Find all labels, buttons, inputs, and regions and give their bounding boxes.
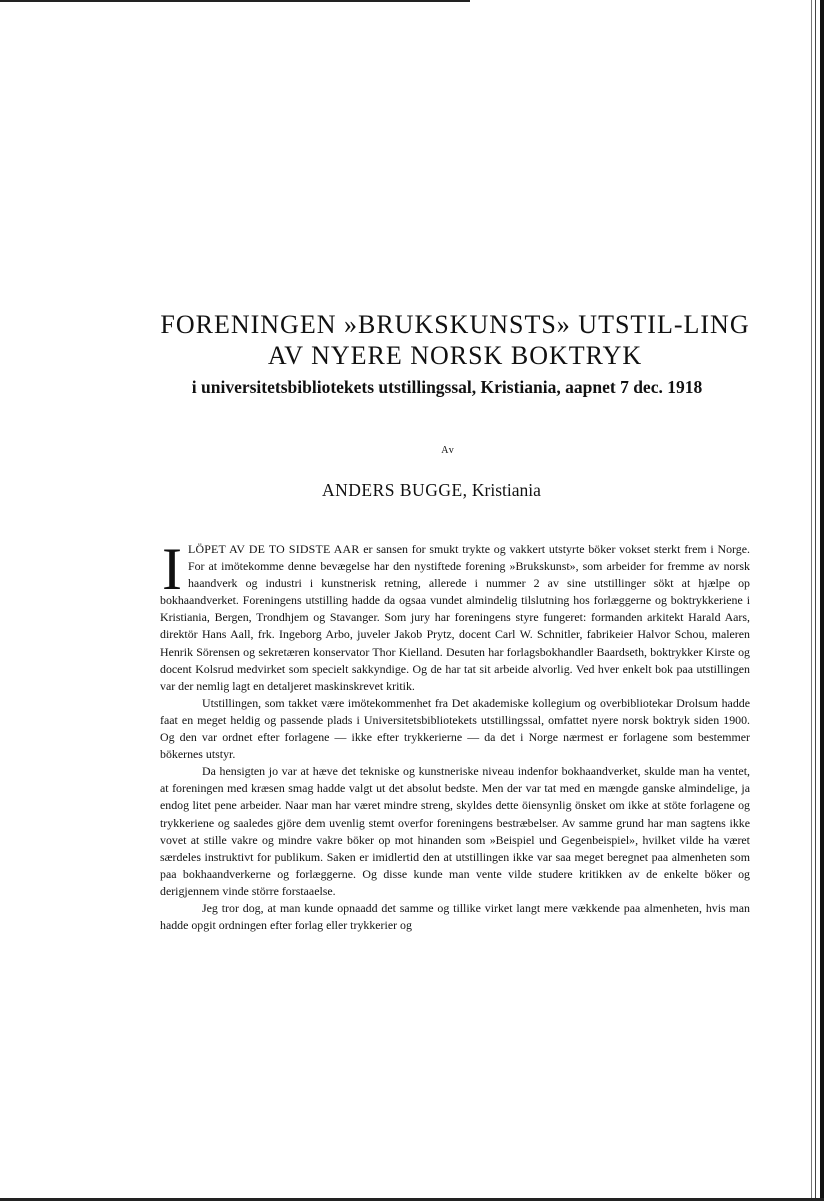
scan-line <box>815 0 816 1201</box>
paragraph: Da hensigten jo var at hæve det tekniske og kunstneriske niveau indenfor bokhaandverket, skulde man ha ventet, at foreningen med kræsen smag hadde valgt ut det absolut bedste. Men der var tat med en mængde ganske almindelige, ja endog litet pene arbeider. Naar man har været mindre streng, skyldes dette öiensynlig önsket om ikke at stöte forlagene og trykkeriene og saaledes gjöre dem uvenlig stemt overfor foreningens bestræbelser. Av samme grund har man sagtens ikke vovet at stille vakre og mindre vakre böker op mot hinanden som »Beispiel und Gegenbeispiel», hvilket vilde ha været særdeles instruktivt for publikum. Saken er imidlertid den at utstillingen ikke var saa meget beregnet paa almenheten som paa bokhaandverkerne og forlæggerne. Og disse kunde man vente vilde studere kritikken av de enkelte böker og derigjennem vinde större forstaaelse. <box>160 764 750 898</box>
drop-cap: I <box>162 536 182 602</box>
scan-line <box>811 0 812 1201</box>
author-name: ANDERS BUGGE, <box>322 480 468 500</box>
article-body <box>160 536 750 934</box>
scan-edge-right <box>820 0 824 1201</box>
article-title: FORENINGEN »BRUKSKUNSTS» UTSTIL-LING AV NYERE NORSK BOKTRYK <box>160 310 750 370</box>
scan-edge-top <box>0 0 470 2</box>
author-location: Kristiania <box>471 480 541 500</box>
article-subtitle: i universitetsbibliotekets utstillingssal, Kristiania, aapnet 7 dec. 1918 <box>191 377 703 397</box>
byline-prefix: Av <box>441 445 455 456</box>
paragraph: Utstillingen, som takket være imötekommenhet fra Det akademiske kollegium og overbibliotekar Drolsum hadde faat en meget heldig og passende plads i Universitetsbibliotekets utstillingssal, omfattet nyere norsk boktryk siden 1900. Og den var ordnet efter forlagene — ikke efter trykkerierne — da det i Norge nærmest er forlagene som bestemmer bökernes utstyr. <box>160 695 750 762</box>
paragraph <box>160 536 750 695</box>
opening-caps: LÖPET AV DE TO SIDSTE AAR <box>187 542 360 556</box>
paragraph: Jeg tror dog, at man kunde opnaadd det samme og tillike virket langt mere vækkende paa almenheten, hvis man hadde opgit ordningen efter forlag eller trykkerier og <box>160 900 750 933</box>
author-line <box>322 480 541 501</box>
paragraph-text: er sansen for smukt trykte og vakkert utstyrte böker vokset sterkt frem i Norge. For at imötekomme denne bevægelse har den nystiftede forening »Brukskunst», som arbeider for fremme av norsk haandverk og industri i kunstnerisk retning, allerede i nummer 2 av sine utstillinger sökt at hjælpe op bokhaandverket. Foreningens utstilling hadde da ogsaa vundet almindelig tilslutning hos forlæggerne og boktrykkeriene i Kristiania, Bergen, Trondhjem og Stavanger. Som jury har foreningens styre fungeret: formanden arkitekt Harald Aars, direktör Hans Aall, frk. Ingeborg Arbo, juveler Jakob Prytz, docent Carl W. Schnitler, fabrikeier Halvor Schou, maleren Henrik Sörensen og sekretæren konservator Thor Kielland. Desuten har forlagsbokhandler Baardseth, boktrykker Kirste og docent Kolsrud medvirket som specielt sakkyndige. Og de har tat sit arbeide alvorlig. Ved hver enkelt bok paa utstillingen var der nemlig lagt en detaljeret maskinskrevet kritik. <box>160 542 750 693</box>
